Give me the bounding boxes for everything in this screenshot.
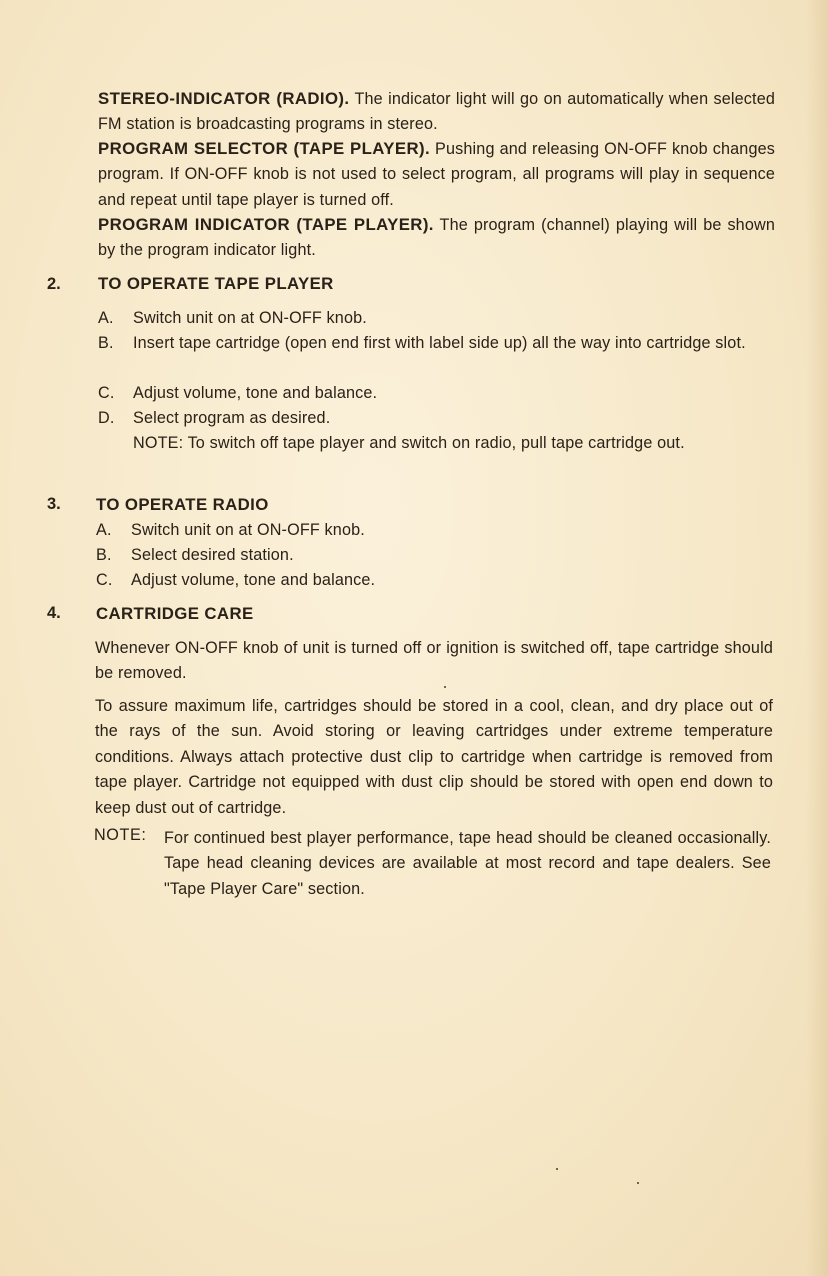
program-indicator-heading: PROGRAM INDICATOR (TAPE PLAYER). — [98, 215, 434, 234]
stereo-indicator-text: The indicator light will go on automatically when selected FM station is broadcasting programs in stereo. — [98, 90, 775, 134]
section-4-heading: CARTRIDGE CARE — [96, 604, 254, 623]
item-letter: A. — [98, 309, 114, 327]
item-letter: B. — [98, 334, 114, 352]
item-letter: D. — [98, 409, 115, 427]
stereo-indicator-heading: STEREO-INDICATOR (RADIO). — [98, 89, 350, 108]
program-indicator-paragraph — [98, 212, 775, 264]
section-2-heading: TO OPERATE TAPE PLAYER — [98, 274, 334, 293]
item-text: Insert tape cartridge (open end first with label side up) all the way into cartridge slot. — [133, 334, 746, 352]
page-edge-shading — [806, 0, 828, 1276]
item-text: Adjust volume, tone and balance. — [133, 384, 378, 402]
section-3-heading: TO OPERATE RADIO — [96, 495, 269, 514]
program-selector-heading: PROGRAM SELECTOR (TAPE PLAYER). — [98, 139, 431, 158]
note-text: NOTE: To switch off tape player and switch on radio, pull tape cartridge out. — [133, 434, 685, 452]
item-text: Adjust volume, tone and balance. — [131, 571, 376, 589]
item-letter: C. — [98, 384, 115, 402]
section-2-note — [133, 431, 775, 456]
item-text: Select desired station. — [131, 546, 294, 564]
paper-speck — [444, 686, 446, 688]
item-text: Switch unit on at ON-OFF knob. — [131, 521, 365, 539]
item-letter: B. — [96, 546, 112, 564]
section-2-number: 2. — [47, 275, 61, 293]
paper-speck — [637, 1182, 639, 1184]
item-text: Switch unit on at ON-OFF knob. — [133, 309, 367, 327]
program-selector-paragraph — [98, 136, 775, 213]
item-letter: C. — [96, 571, 113, 589]
program-indicator-text: The program (channel) playing will be shown by the program indicator light. — [98, 216, 775, 260]
cartridge-care-paragraph-2: To assure maximum life, cartridges should be stored in a cool, clean, and dry place out of the rays of the sun. Avoid storing or leaving cartridges under extreme temperature conditions. Always attach protective dust clip to cartridge when cartridge is removed from tape player. Cartridge not equipped with dust clip should be stored with open end down to keep dust out of cartridge. — [95, 697, 773, 817]
item-text: Select program as desired. — [133, 409, 331, 427]
stereo-indicator-paragraph — [98, 86, 775, 138]
cartridge-care-note-text: For continued best player performance, tape head should be cleaned occasionally. Tape head cleaning devices are available at most record and tape dealers. See "Tape Player Care" section. — [164, 829, 771, 898]
item-letter: A. — [96, 521, 112, 539]
section-3-number: 3. — [47, 495, 61, 513]
cartridge-care-paragraph-1: Whenever ON-OFF knob of unit is turned off or ignition is switched off, tape cartridge should be removed. — [95, 639, 773, 683]
paper-speck — [556, 1168, 558, 1170]
program-selector-text: Pushing and releasing ON-OFF knob changes program. If ON-OFF knob is not used to select program, all programs will play in sequence and repeat until tape player is turned off. — [98, 140, 775, 209]
section-4-number: 4. — [47, 604, 61, 622]
cartridge-care-note-label: NOTE: — [94, 826, 147, 844]
